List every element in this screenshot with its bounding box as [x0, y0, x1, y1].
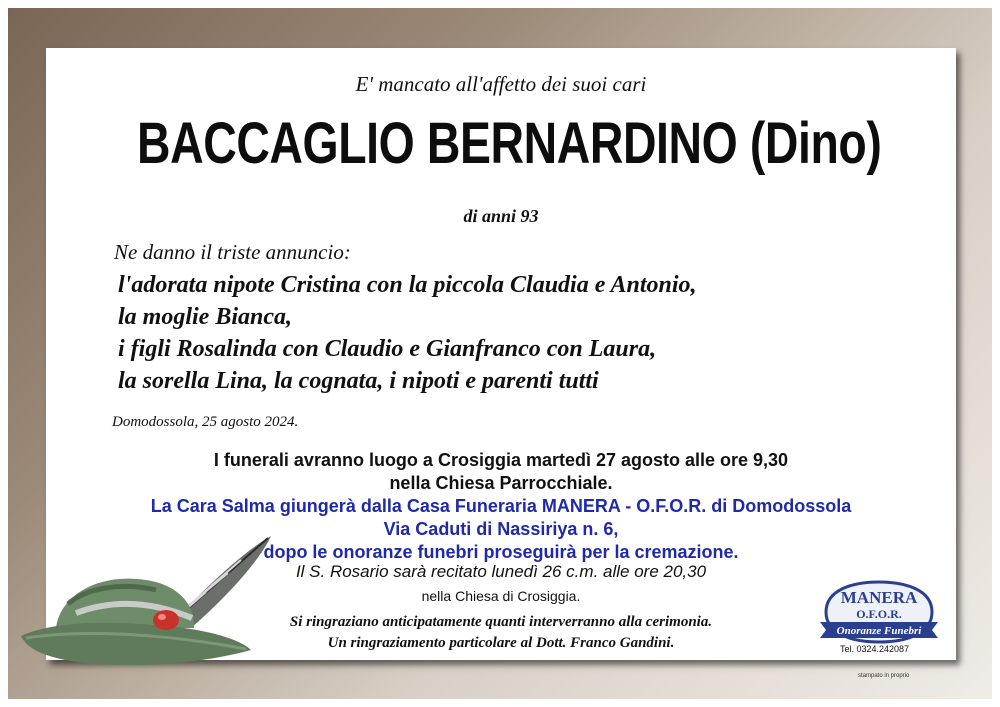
obituary-sheet: [46, 48, 956, 660]
logo-banner: Onoranze Funebri: [836, 625, 922, 637]
mourner-line: i figli Rosalinda con Claudio e Gianfranco con Laura,: [118, 336, 657, 362]
deceased-name: BACCAGLIO BERNARDINO (Dino): [137, 111, 882, 176]
place-date: Domodossola, 25 agosto 2024.: [112, 414, 299, 430]
thanks-line: Un ringraziamento particolare al Dott. Franco Gandini.: [327, 635, 675, 651]
manera-logo: [818, 578, 940, 646]
alpine-hat-icon: [16, 518, 276, 678]
rosary-text: Il S. Rosario sarà recitato lunedì 26 c.m. alle ore 20,30: [295, 562, 707, 581]
rosary-church: nella Chiesa di Crosiggia.: [421, 588, 581, 604]
logo-name: MANERA: [840, 588, 918, 607]
mourner-line: la moglie Bianca,: [118, 304, 292, 330]
announcement-title: Ne danno il triste annuncio:: [114, 240, 351, 264]
thanks-line: Si ringraziano anticipatamente quanti interverranno alla cerimonia.: [289, 614, 713, 630]
mourner-line: l'adorata nipote Cristina con la piccola Claudia e Antonio,: [118, 272, 697, 298]
funeral-address: Via Caduti di Nassiriya n. 6,: [383, 519, 619, 539]
funeral-line-blue: La Cara Salma giungerà dalla Casa Funeraria MANERA - O.F.O.R. di Domodossola: [150, 496, 852, 516]
funeral-line: nella Chiesa Parrocchiale.: [389, 473, 613, 493]
logo-sub: O.F.O.R.: [856, 607, 902, 621]
funeral-line-blue: dopo le onoranze funebri proseguirà per la cremazione.: [263, 542, 739, 562]
intro-text: E' mancato all'affetto dei suoi cari: [355, 72, 647, 96]
phone-number: Tel. 0324.242087: [840, 644, 910, 654]
funeral-line: I funerali avranno luogo a Crosiggia martedì 27 agosto alle ore 9,30: [213, 450, 789, 470]
print-note: stampato in proprio: [858, 673, 910, 679]
deceased-age: di anni 93: [463, 206, 539, 226]
mourner-line: la sorella Lina, la cognata, i nipoti e parenti tutti: [118, 368, 599, 394]
